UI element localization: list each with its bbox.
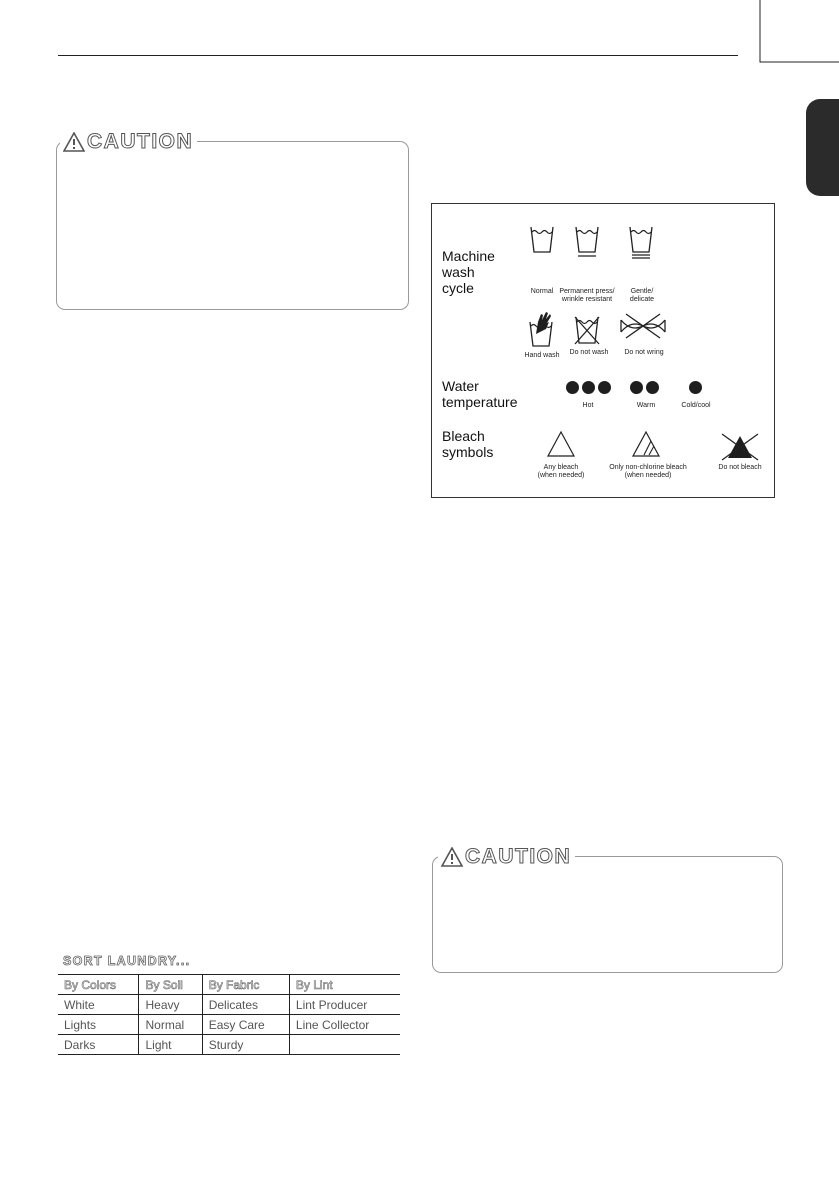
- any-bleach-label: Any bleach (when needed): [537, 464, 585, 479]
- caution-label: CAUTION: [465, 845, 572, 868]
- header-by-colors: By Colors: [58, 975, 139, 995]
- non-chlorine-bleach-label: Only non-chlorine bleach (when needed): [609, 464, 687, 479]
- hot-dot-3: [598, 381, 611, 394]
- permanent-press-label: Permanent press/ wrinkle resistant: [559, 288, 615, 303]
- table-cell: Sturdy: [202, 1035, 289, 1055]
- do-not-bleach-icon: [720, 432, 760, 462]
- table-header-row: [58, 975, 400, 995]
- header-by-lint: By Lint: [289, 975, 400, 995]
- normal-label: Normal: [530, 288, 554, 295]
- do-not-wring-label: Do not wring: [624, 349, 664, 356]
- table-cell: Light: [139, 1035, 202, 1055]
- do-not-wash-icon: [574, 314, 600, 346]
- caution-label: CAUTION: [87, 130, 194, 153]
- table-cell: Line Collector: [295, 1017, 370, 1032]
- caution-heading-bottom: [438, 845, 575, 869]
- do-not-bleach-label: Do not bleach: [718, 464, 762, 471]
- table-cell: Heavy: [139, 995, 202, 1015]
- bleach-symbols-label: Bleach symbols: [442, 428, 494, 460]
- language-side-tab: [806, 99, 839, 196]
- warning-icon: [441, 847, 463, 867]
- table-row: [58, 995, 400, 1015]
- page-corner-mark: [750, 0, 839, 80]
- gentle-delicate-label: Gentle/ delicate: [629, 288, 655, 303]
- permanent-press-icon: [575, 224, 599, 258]
- warm-dot-1: [630, 381, 643, 394]
- warning-icon: [63, 132, 85, 152]
- header-by-soil: By Soil: [139, 975, 202, 995]
- caution-heading-top: [60, 130, 197, 154]
- cold-cool-label: Cold/cool: [681, 402, 711, 409]
- table-cell: Darks: [58, 1035, 139, 1055]
- gentle-delicate-icon: [629, 224, 653, 260]
- hand-wash-icon: [529, 310, 555, 348]
- normal-wash-icon: [530, 224, 554, 254]
- any-bleach-icon: [547, 430, 575, 458]
- warm-label: Warm: [636, 402, 656, 409]
- header-rule: [58, 55, 738, 56]
- hand-wash-label: Hand wash: [524, 352, 560, 359]
- caution-box-bottom: [432, 856, 783, 973]
- table-cell: [289, 1035, 400, 1055]
- table-row: [58, 1015, 400, 1035]
- table-cell: White: [58, 995, 139, 1015]
- sort-laundry-table: [58, 974, 400, 1055]
- hot-dot-2: [582, 381, 595, 394]
- table-cell: Lights: [58, 1015, 139, 1035]
- fabric-care-symbol-chart: [431, 203, 775, 498]
- machine-wash-label: Machine wash cycle: [442, 248, 495, 296]
- water-temperature-label: Water temperature: [442, 378, 518, 410]
- caution-box-top: [56, 141, 409, 310]
- table-cell: Normal: [139, 1015, 202, 1035]
- header-by-fabric: By Fabric: [202, 975, 289, 995]
- warm-dot-2: [646, 381, 659, 394]
- sort-laundry-title: SORT LAUNDRY...: [63, 954, 191, 968]
- cold-dot-1: [689, 381, 702, 394]
- hot-label: Hot: [582, 402, 594, 409]
- table-cell: Easy Care: [202, 1015, 289, 1035]
- do-not-wring-icon: [618, 312, 668, 340]
- hot-dot-1: [566, 381, 579, 394]
- non-chlorine-bleach-icon: [632, 430, 660, 458]
- do-not-wash-label: Do not wash: [569, 349, 609, 356]
- table-row: [58, 1035, 400, 1055]
- table-cell: Lint Producer: [295, 997, 368, 1012]
- table-cell: Delicates: [202, 995, 289, 1015]
